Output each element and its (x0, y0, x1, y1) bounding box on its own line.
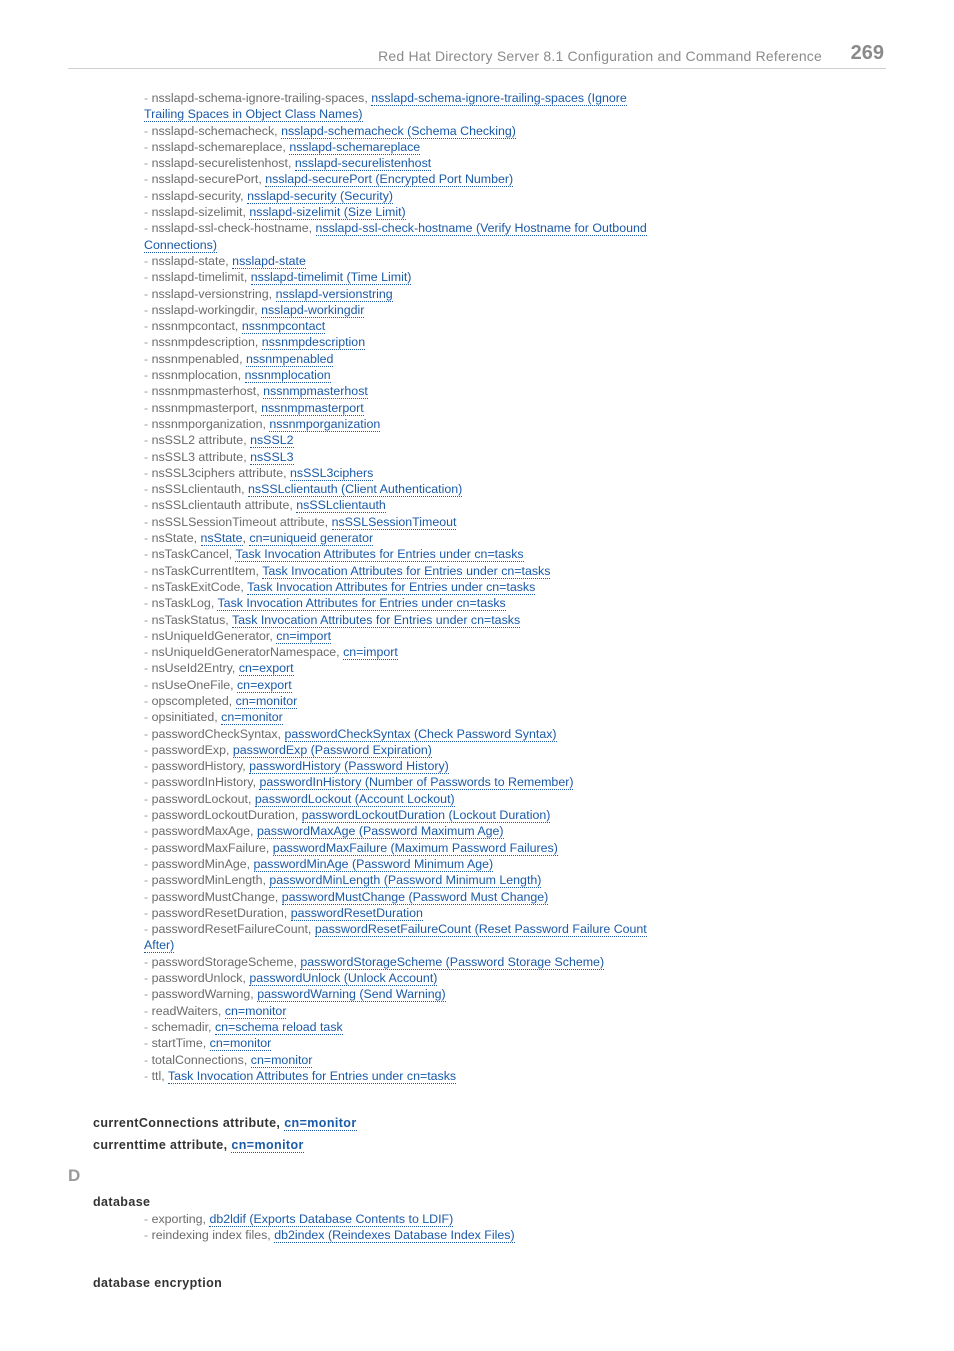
index-term: nssnmpmasterport, (151, 400, 258, 415)
index-link[interactable]: passwordMaxAge (Password Maximum Age) (256, 824, 504, 839)
entry-dash: - (144, 1052, 152, 1067)
index-sub-entry (144, 269, 664, 285)
index-heading-database-encryption: database encryption (93, 1276, 223, 1290)
index-sub-entry (144, 416, 664, 432)
index-term: nsSSL2 attribute, (151, 433, 247, 448)
entry-dash: - (144, 579, 152, 594)
index-term: nssnmplocation, (151, 368, 242, 383)
index-link[interactable]: cn=import (276, 628, 332, 643)
index-link[interactable]: cn=monitor (221, 710, 283, 725)
index-term: nsslapd-security, (151, 188, 244, 203)
index-term: passwordUnlock, (151, 971, 246, 986)
index-term: nsTaskCurrentItem, (151, 563, 259, 578)
index-sub-entry (144, 726, 664, 742)
document-title: Red Hat Directory Server 8.1 Configuration and Command Reference (378, 48, 822, 64)
index-term: nsSSLclientauth attribute, (151, 498, 293, 513)
index-term: startTime, (151, 1036, 207, 1051)
entry-dash: - (144, 139, 152, 154)
index-link[interactable]: passwordMinAge (Password Minimum Age) (253, 856, 494, 871)
index-link[interactable]: nsslapd-sizelimit (Size Limit) (249, 205, 406, 220)
index-link[interactable]: passwordHistory (Password History) (249, 759, 449, 774)
index-term: nsTaskExitCode, (151, 579, 244, 594)
entry-dash: - (144, 661, 152, 676)
index-link[interactable]: nsslapd-workingdir (261, 302, 365, 317)
index-term: nssnmporganization, (151, 416, 266, 431)
entry-dash: - (144, 856, 152, 871)
index-link[interactable]: nssnmpmasterport (261, 400, 364, 415)
index-sub-entry (144, 791, 664, 807)
index-link[interactable]: passwordLockoutDuration (Lockout Duration) (301, 808, 551, 823)
entry-dash: - (144, 319, 152, 334)
entry-dash: - (144, 286, 152, 301)
entry-dash: - (144, 482, 152, 497)
index-term: nsSSL3ciphers attribute, (151, 465, 287, 480)
index-link[interactable]: cn=monitor (235, 693, 298, 708)
index-sub-entry (144, 823, 664, 839)
index-sub-entry (144, 693, 664, 709)
index-term: passwordResetDuration, (151, 905, 288, 920)
index-link[interactable]: db2ldif (Exports Database Contents to LDIF) (209, 1212, 454, 1226)
index-term: nsState, (151, 531, 198, 546)
entry-dash: - (144, 465, 152, 480)
index-link[interactable]: nsSSL2 (250, 433, 294, 448)
index-sub-entry (144, 123, 664, 139)
index-link[interactable]: passwordMustChange (Password Must Change) (281, 889, 549, 904)
entry-dash: - (144, 791, 152, 806)
entry-dash: - (144, 808, 152, 823)
index-link[interactable]: nsSSL3ciphers (290, 465, 374, 480)
index-sub-entry (144, 449, 664, 465)
index-term: passwordLockoutDuration, (151, 808, 299, 823)
index-sub-entry (144, 546, 664, 562)
index-term: nsSSLSessionTimeout attribute, (151, 514, 329, 529)
entry-dash: - (144, 1036, 152, 1051)
entry-dash: - (144, 563, 152, 578)
entry-dash: - (144, 693, 152, 708)
index-heading-database: database (93, 1195, 151, 1209)
index-sub-entry (144, 171, 664, 187)
index-sub-entry (144, 1035, 664, 1051)
index-sub-entry (144, 774, 664, 790)
index-link[interactable]: cn=monitor (284, 1116, 357, 1130)
index-sub-entry (144, 856, 664, 872)
index-term: nsslapd-schemacheck, (151, 123, 278, 138)
entry-dash: - (144, 726, 152, 741)
index-sub-entry (144, 595, 664, 611)
index-link[interactable]: nsslapd-state (232, 253, 306, 268)
index-sub-entry (144, 563, 664, 579)
entry-dash: - (144, 302, 152, 317)
entry-dash: - (144, 1019, 152, 1034)
entry-dash: - (144, 335, 152, 350)
entry-dash: - (144, 628, 152, 643)
index-sub-entry (144, 155, 664, 171)
index-term: nsUniqueIdGenerator, (151, 628, 273, 643)
index-link[interactable]: Task Invocation Attributes for Entries under cn=tasks (247, 579, 536, 594)
index-sub-entry (144, 351, 664, 367)
index-term: nsslapd-schema-ignore-trailing-spaces, (151, 91, 368, 105)
index-term: nsslapd-schemareplace, (151, 139, 286, 154)
page-header (68, 40, 886, 69)
index-link[interactable]: passwordExp (Password Expiration) (232, 742, 432, 757)
index-term: passwordHistory, (151, 759, 246, 774)
index-sub-entry (144, 628, 664, 644)
entry-dash: - (144, 351, 152, 366)
index-link[interactable]: cn=import (343, 645, 398, 660)
index-sub-entry (144, 318, 664, 334)
entry-dash: - (144, 514, 152, 529)
index-link[interactable]: cn=monitor (250, 1052, 313, 1067)
index-link[interactable]: Task Invocation Attributes for Entries under cn=tasks (167, 1068, 457, 1083)
entry-dash: - (144, 954, 152, 969)
index-link[interactable]: passwordStorageScheme (Password Storage Scheme) (300, 954, 605, 969)
index-sub-entry (144, 367, 664, 383)
index-link-secondary[interactable]: cn=uniqueid generator (249, 531, 374, 546)
index-term: nsUseId2Entry, (151, 661, 236, 676)
index-sub-entry (144, 400, 664, 416)
index-link[interactable]: Task Invocation Attributes for Entries under cn=tasks (262, 563, 551, 578)
entry-dash: - (144, 889, 152, 904)
entry-dash: - (144, 416, 152, 431)
index-term: readWaiters, (151, 1003, 222, 1018)
entry-dash: - (144, 91, 152, 105)
index-link[interactable]: passwordCheckSyntax (Check Password Syntax) (284, 726, 557, 741)
index-link[interactable]: passwordWarning (Send Warning) (257, 987, 446, 1002)
index-term: opsinitiated, (151, 710, 218, 725)
index-term: nsslapd-sizelimit, (151, 205, 246, 220)
index-sub-entry (144, 1003, 664, 1019)
entry-dash: - (144, 987, 152, 1002)
index-sub-entry (144, 758, 664, 774)
index-term: passwordStorageScheme, (151, 954, 297, 969)
index-entry-currentconnections (93, 1116, 357, 1130)
entry-dash: - (144, 172, 152, 187)
entry-dash: - (144, 156, 152, 171)
index-sub-entry (144, 481, 664, 497)
entry-dash: - (144, 677, 152, 692)
index-sub-entry (144, 660, 664, 676)
entry-dash: - (144, 596, 152, 611)
entry-dash: - (144, 449, 152, 464)
index-link[interactable]: nsslapd-schemacheck (Schema Checking) (281, 123, 516, 138)
index-sub-entry (144, 954, 664, 970)
entry-dash: - (144, 123, 152, 138)
index-link[interactable]: nsslapd-security (Security) (247, 188, 394, 203)
index-term: passwordLockout, (151, 791, 252, 806)
index-term: passwordMaxFailure, (151, 840, 270, 855)
entry-dash: - (144, 612, 152, 627)
index-sub-entry (144, 889, 664, 905)
index-link[interactable]: nssnmpcontact (241, 319, 326, 334)
index-link[interactable]: cn=export (236, 677, 292, 692)
index-link[interactable]: nsslapd-schema-ignore-trailing-spaces (Ignore Trailing Spaces in Object Class Names) (144, 91, 627, 122)
index-link[interactable]: cn=export (238, 661, 294, 676)
entry-dash: - (144, 1068, 152, 1083)
entry-dash: - (144, 742, 152, 757)
index-term: passwordCheckSyntax, (151, 726, 282, 741)
index-link[interactable]: nsslapd-versionstring (275, 286, 393, 301)
index-term: ttl, (151, 1068, 165, 1083)
entry-dash: - (144, 205, 152, 220)
index-sub-entry-list (144, 90, 664, 1084)
index-term: totalConnections, (151, 1052, 248, 1067)
index-term: currenttime attribute, (93, 1138, 228, 1152)
entry-dash: - (144, 759, 152, 774)
section-letter: D (68, 1166, 81, 1185)
index-term: nssnmpdescription, (151, 335, 259, 350)
index-sub-entry (144, 465, 664, 481)
index-term: passwordWarning, (151, 987, 254, 1002)
index-term: passwordExp, (151, 742, 230, 757)
index-term: nsslapd-timelimit, (151, 270, 248, 285)
index-sub-entry (144, 204, 664, 220)
index-link[interactable]: cn=monitor (224, 1003, 287, 1018)
index-term: nsTaskStatus, (151, 612, 229, 627)
entry-dash: - (144, 188, 152, 203)
index-link[interactable]: nsSSL3 (250, 449, 294, 464)
index-sub-entry: - nsState, nsState, cn=uniqueid generator (144, 531, 374, 546)
index-sub-entry (144, 840, 664, 856)
index-sub-entry (144, 1211, 664, 1227)
index-link[interactable]: nssnmpmasterhost (263, 384, 368, 399)
index-link[interactable]: cn=monitor (231, 1138, 304, 1152)
page-number: 269 (850, 42, 884, 64)
index-sub-entry (144, 1052, 664, 1068)
index-link[interactable]: passwordInHistory (Number of Passwords to Remember) (259, 775, 574, 790)
entry-dash: - (144, 1212, 152, 1226)
index-link[interactable]: passwordMaxFailure (Maximum Password Failures) (272, 840, 558, 855)
entry-dash: - (144, 498, 152, 513)
index-term: nsSSLclientauth, (151, 482, 245, 497)
entry-dash: - (144, 221, 152, 236)
index-link[interactable]: nssnmpenabled (245, 351, 334, 366)
index-sub-entry (144, 432, 664, 448)
index-sub-entry (144, 579, 664, 595)
index-term: exporting, (151, 1212, 206, 1226)
index-link[interactable]: nssnmplocation (244, 368, 331, 383)
index-term: nssnmpmasterhost, (151, 384, 260, 399)
index-link[interactable]: passwordResetFailureCount (Reset Password Failure Count After) (144, 922, 647, 953)
index-sub-entry (144, 334, 664, 350)
entry-dash: - (144, 645, 152, 660)
entry-dash: - (144, 253, 152, 268)
index-term: nsUseOneFile, (151, 677, 234, 692)
index-entry-currenttime (93, 1138, 304, 1152)
index-link[interactable]: passwordResetDuration (290, 905, 423, 920)
index-term: nsslapd-ssl-check-hostname, (151, 221, 313, 236)
entry-dash: - (144, 1228, 152, 1243)
database-sub-entry-list (144, 1211, 664, 1244)
index-sub-entry (144, 742, 664, 758)
entry-dash: - (144, 547, 152, 562)
index-sub-entry (144, 220, 664, 253)
index-link[interactable]: nsState (200, 531, 243, 546)
entry-dash: - (144, 1003, 152, 1018)
entry-dash: - (144, 971, 152, 986)
entry-dash: - (144, 775, 152, 790)
entry-dash: - (144, 270, 152, 285)
index-link[interactable]: passwordUnlock (Unlock Account) (249, 971, 438, 986)
index-link[interactable]: passwordMinLength (Password Minimum Length) (269, 873, 542, 888)
index-term: passwordMinAge, (151, 856, 251, 871)
index-link[interactable]: nsSSLclientauth (Client Authentication) (248, 482, 463, 497)
index-term: schemadir, (151, 1019, 212, 1034)
index-term: nsslapd-state, (151, 253, 229, 268)
index-term: nsslapd-securelistenhost, (151, 156, 292, 171)
index-term: nsTaskCancel, (151, 547, 233, 562)
index-sub-entry (144, 807, 664, 823)
index-sub-entry (144, 905, 664, 921)
index-sub-entry (144, 677, 664, 693)
entry-dash: - (144, 710, 152, 725)
index-term: passwordResetFailureCount, (151, 922, 312, 937)
entry-dash: - (144, 384, 152, 399)
index-term: reindexing index files, (151, 1228, 271, 1243)
index-link[interactable]: cn=monitor (209, 1036, 272, 1051)
index-sub-entry (144, 497, 664, 513)
index-sub-entry (144, 644, 664, 660)
index-term: nsTaskLog, (151, 596, 215, 611)
index-term: opscompleted, (151, 693, 233, 708)
index-sub-entry (144, 253, 664, 269)
index-sub-entry (144, 986, 664, 1002)
index-link[interactable]: passwordLockout (Account Lockout) (254, 791, 455, 806)
index-sub-entry (144, 302, 664, 318)
index-sub-entry (144, 1019, 664, 1035)
index-sub-entry (144, 90, 664, 123)
index-link[interactable]: nsSSLclientauth (296, 498, 386, 513)
index-sub-entry (144, 970, 664, 986)
index-link[interactable]: nssnmporganization (269, 416, 381, 431)
index-link[interactable]: cn=schema reload task (214, 1019, 343, 1034)
index-term: nssnmpenabled, (151, 351, 243, 366)
index-sub-entry (144, 139, 664, 155)
entry-dash: - (144, 531, 152, 546)
index-sub-entry (144, 1227, 664, 1243)
entry-dash: - (144, 840, 152, 855)
index-term: passwordMustChange, (151, 889, 279, 904)
index-term: nsslapd-securePort, (151, 172, 262, 187)
index-link[interactable]: nssnmpdescription (261, 335, 366, 350)
index-sub-entry (144, 383, 664, 399)
index-term: currentConnections attribute, (93, 1116, 281, 1130)
index-sub-entry (144, 286, 664, 302)
index-link[interactable]: Task Invocation Attributes for Entries under cn=tasks (231, 612, 521, 627)
index-sub-entry (144, 921, 664, 954)
index-sub-entry (144, 612, 664, 628)
index-link[interactable]: nsslapd-ssl-check-hostname (Verify Hostname for Outbound Connections) (144, 221, 647, 252)
index-link[interactable]: nsslapd-timelimit (Time Limit) (250, 270, 412, 285)
index-sub-entry (144, 188, 664, 204)
index-term: nsslapd-workingdir, (151, 302, 258, 317)
entry-dash: - (144, 433, 152, 448)
index-sub-entry (144, 709, 664, 725)
entry-dash: - (144, 922, 152, 937)
index-term: nsSSL3 attribute, (151, 449, 247, 464)
entry-dash: - (144, 905, 152, 920)
index-sub-entry (144, 1068, 664, 1084)
entry-dash: - (144, 400, 152, 415)
index-sub-entry (144, 514, 664, 530)
entry-dash: - (144, 368, 152, 383)
index-link[interactable]: db2index (Reindexes Database Index Files) (274, 1228, 515, 1243)
index-link[interactable]: nsslapd-schemareplace (289, 139, 421, 154)
index-link[interactable]: Task Invocation Attributes for Entries under cn=tasks (217, 596, 506, 611)
index-term: passwordInHistory, (151, 775, 257, 790)
entry-dash: - (144, 824, 152, 839)
index-term: passwordMinLength, (151, 873, 266, 888)
index-sub-entry (144, 872, 664, 888)
index-term: nsUniqueIdGeneratorNamespace, (151, 645, 340, 660)
index-term: nsslapd-versionstring, (151, 286, 273, 301)
entry-dash: - (144, 873, 152, 888)
index-term: nssnmpcontact, (151, 319, 239, 334)
index-link[interactable]: nsslapd-securePort (Encrypted Port Number) (265, 172, 514, 187)
index-link[interactable]: nsslapd-securelistenhost (294, 156, 432, 171)
index-link[interactable]: nsSSLSessionTimeout (331, 514, 457, 529)
index-link[interactable]: Task Invocation Attributes for Entries under cn=tasks (235, 547, 524, 562)
index-term: passwordMaxAge, (151, 824, 254, 839)
